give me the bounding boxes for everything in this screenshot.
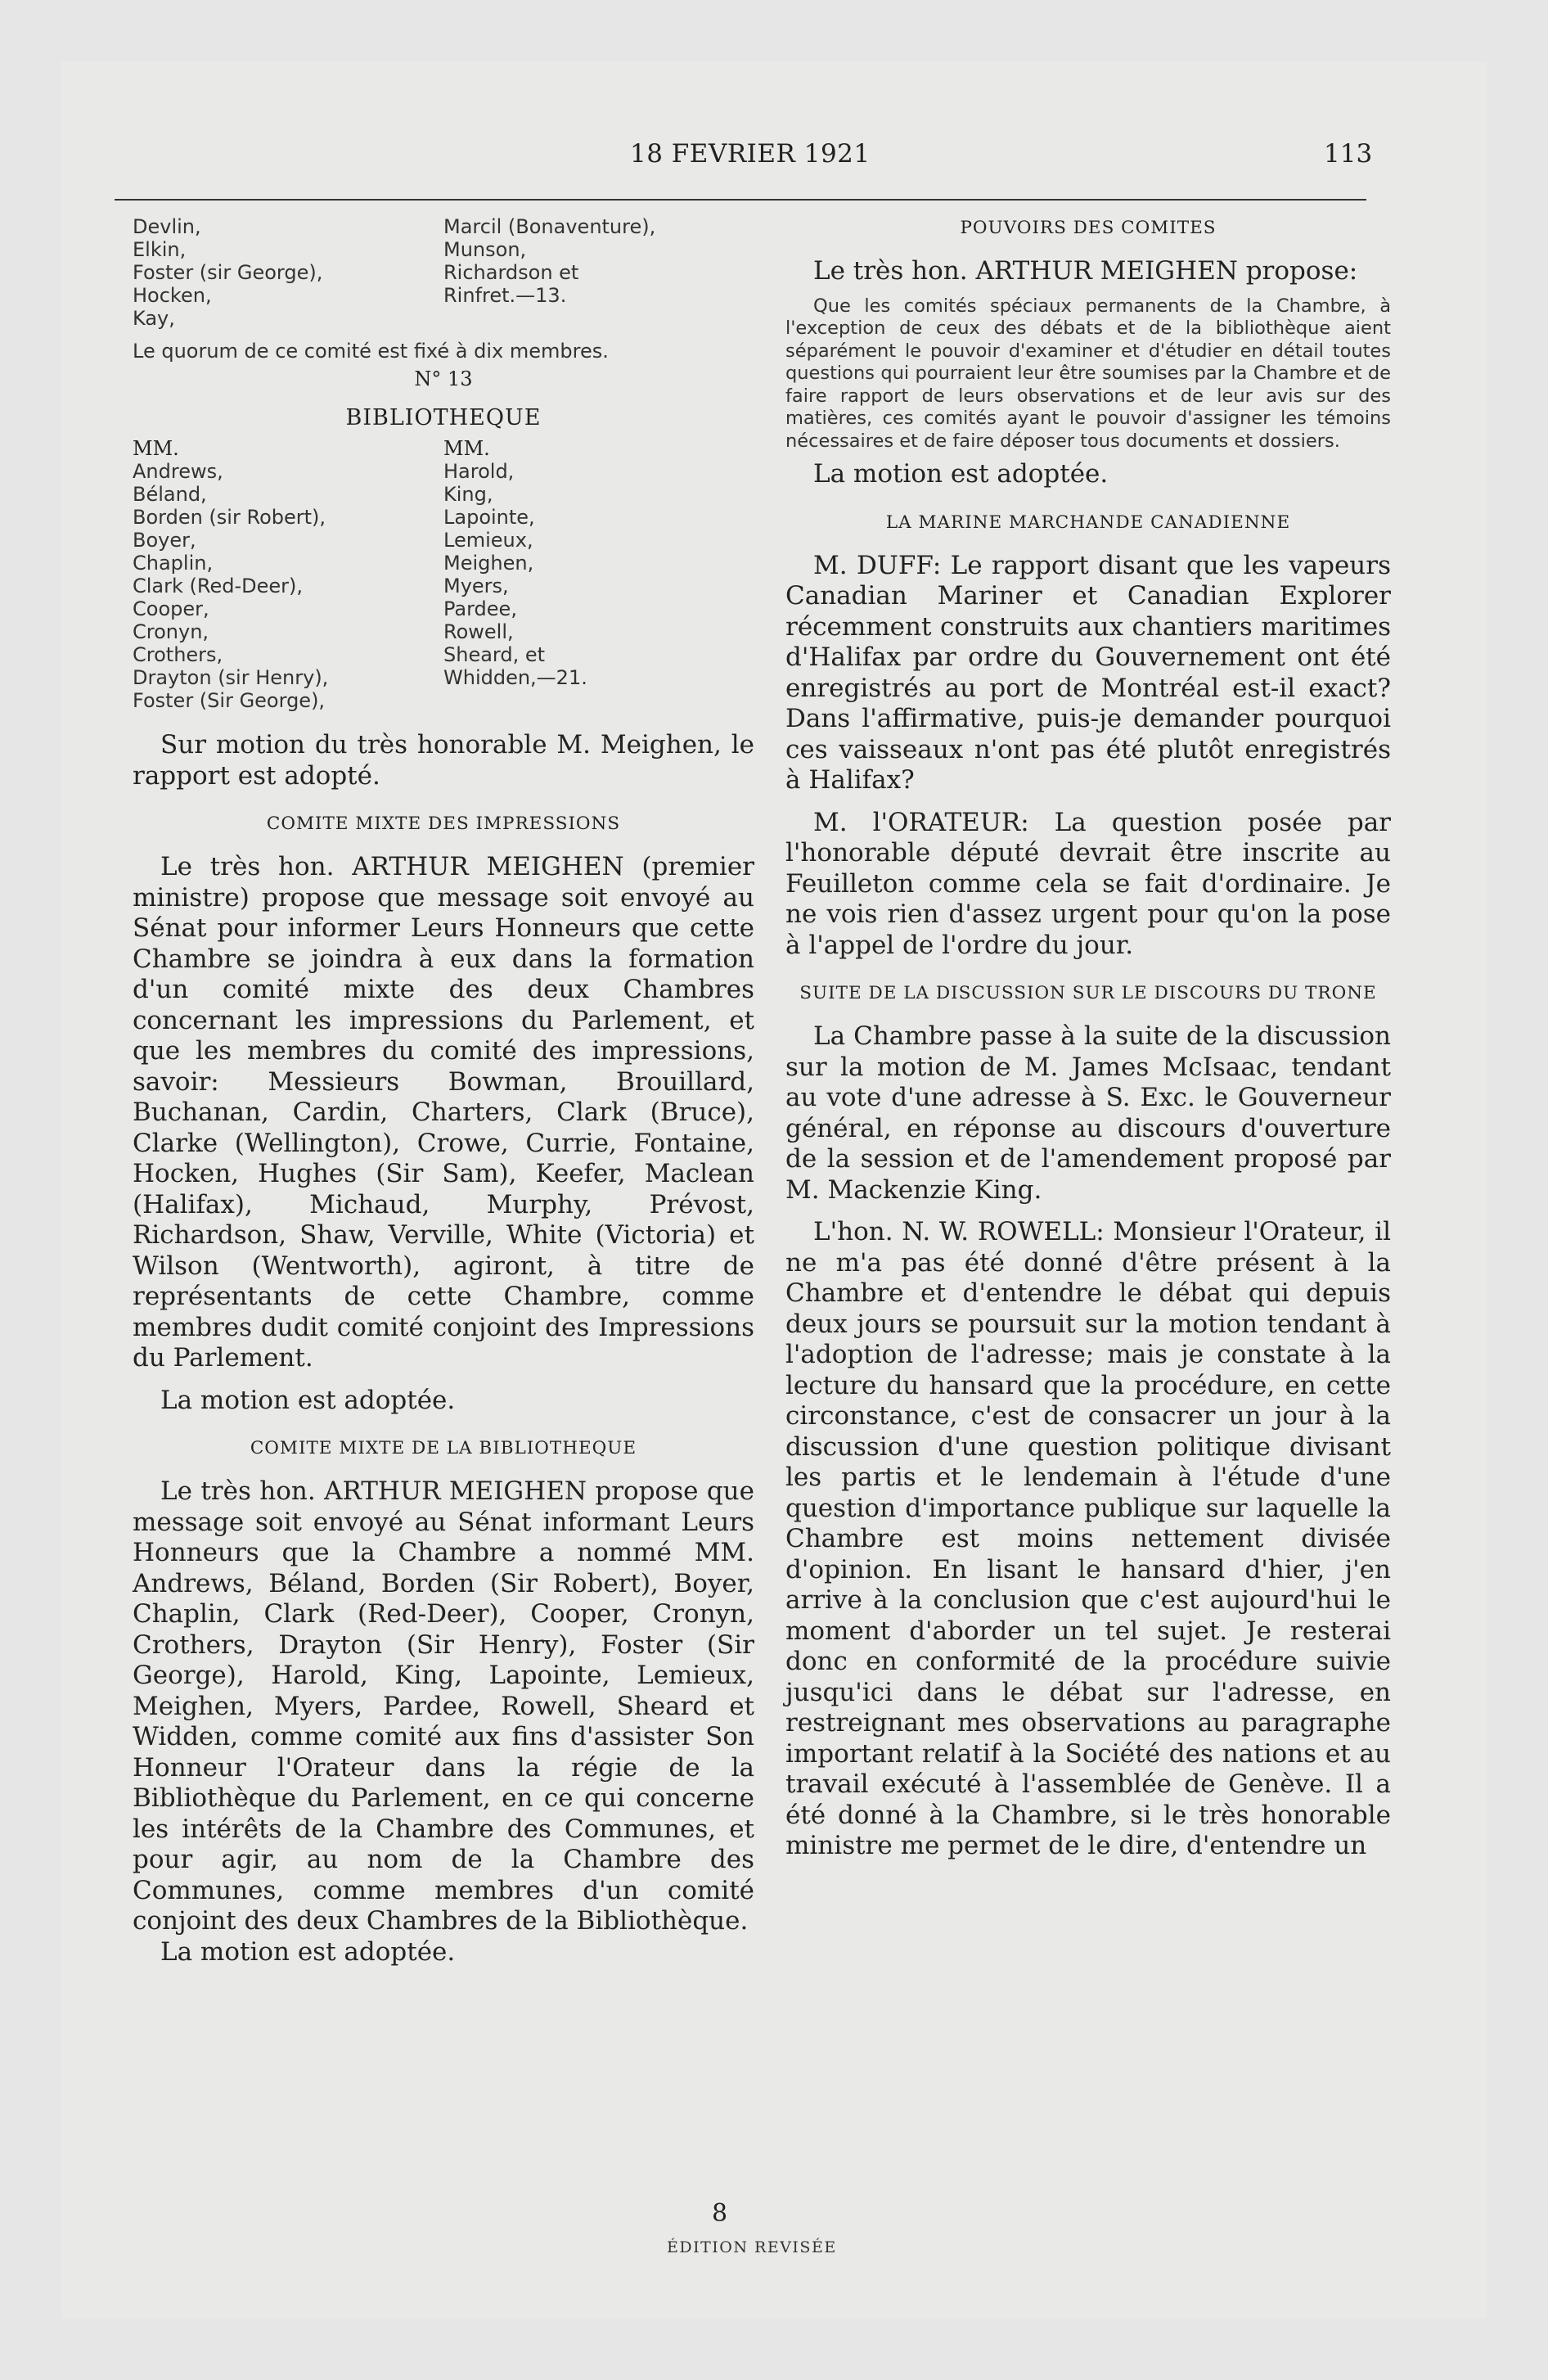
biblio-members-list [133,460,754,712]
heading-biblio: COMITE MIXTE DE LA BIBLIOTHEQUE [250,1438,637,1458]
right-column [785,215,1391,1862]
name-item: Myers, [443,575,509,597]
name-item: Chaplin, [133,552,214,575]
name-item: Béland, [133,483,207,506]
name-item: Lapointe, [443,506,535,529]
heading-discours: SUITE DE LA DISCUSSION SUR LE DISCOURS DU TRONE [799,983,1377,1003]
mm-row [133,437,754,460]
name-item: Elkin, [133,238,187,261]
name-item: Hocken, [133,284,212,307]
adopted-right: La motion est adoptée. [813,459,1109,489]
footer-edition: ÉDITION REVISÉE [667,2238,837,2256]
name-item: Borden (sir Robert), [133,506,326,529]
members-col2 [443,460,754,712]
heading-pouvoirs: POUVOIRS DES COMITES [960,218,1217,238]
mm-right: MM. [443,437,490,460]
committee-number: N° 13 [414,367,473,390]
left-column [133,215,754,1968]
name-item: Devlin, [133,215,201,238]
name-item: Boyer, [133,529,196,552]
name-item: Kay, [133,307,175,330]
members-col1 [133,460,443,712]
committee-title: BIBLIOTHEQUE [345,405,542,430]
name-item: Lemieux, [443,529,533,552]
name-item: King, [443,483,493,506]
heading-marine: LA MARINE MARCHANDE CANADIENNE [885,512,1291,533]
names-col1 [133,215,443,330]
quote: Que les comités spéciaux permanents de la Chambre, à l'exception de ceux des débats et de la bibliothèque aient séparément le pouvoir d'examiner et d'étudier en détail toutes questions qui pourraient leur être soumises par la Chambre et de faire rapport de leurs observations et de leur avis sur des matières, ces comités ayant le pouvoir d'assigner les témoins nécessaires et de faire déposer tous documents et dossiers. [785,295,1391,452]
name-item: Foster (sir George), [133,261,323,284]
footer-page-number: 8 [712,2199,728,2228]
header-rule [115,199,1366,201]
name-item: Whidden,—21. [443,666,587,689]
para-duff: M. DUFF: Le rapport disant que les vapeurs Canadian Mariner et Canadian Explorer récemment construits aux chantiers maritimes d'Halifax par ordre du Gouvernement ont été enregistrés au port de Montréal est-il exact? Dans l'affirmative, puis-je demander pourquoi ces vaisseaux n'ont pas été plutôt enregistrés à Halifax? [785,550,1391,795]
name-item: Cooper, [133,597,209,620]
name-item: Meighen, [443,552,534,575]
committee-members-list [133,215,754,330]
name-item: Pardee, [443,597,517,620]
names-col2 [443,215,754,330]
para-meighen: Le très hon. ARTHUR MEIGHEN propose: [813,256,1358,286]
left-body [133,730,754,1968]
quorum-note: Le quorum de ce comité est fixé à dix membres. [133,340,609,363]
name-item: Munson, [443,238,527,261]
name-item: Sheard, et [443,643,546,666]
name-item: Rinfret.—13. [443,284,567,307]
name-item: Richardson et [443,261,579,284]
motion-report: Sur motion du très honorable M. Meighen, le rapport est adopté. [133,730,754,791]
adopted-1: La motion est adoptée. [160,1385,456,1415]
page [61,61,1487,2319]
right-body [785,217,1391,1862]
header-date: 18 FEVRIER 1921 [630,139,871,169]
name-item: Andrews, [133,460,223,483]
para-biblio: Le très hon. ARTHUR MEIGHEN propose que message soit envoyé au Sénat informant Leurs Honneurs que la Chambre a nommé MM. Andrews, Béland, Borden (Sir Robert), Boyer, Chaplin, Clark (Red-Deer), Cooper, Cronyn, Crothers, Drayton (Sir Henry), Foster (Sir George), Harold, King, Lapointe, Lemieux, Meighen, Myers, Pardee, Rowell, Sheard et Widden, comme comité aux fins d'assister Son Honneur l'Orateur dans la régie de la Bibliothèque du Parlement, en ce qui concerne les intérêts de la Chambre des Communes, et pour agir, au nom de la Chambre des Communes, comme membres d'un comité conjoint des deux Chambres de la Bibliothèque. [133,1476,754,1936]
name-item: Harold, [443,460,515,483]
name-item: Rowell, [443,620,514,643]
para-chambre: La Chambre passe à la suite de la discussion sur la motion de M. James McIsaac, tendant au vote d'une adresse à S. Exc. le Gouverneur général, en réponse au discours d'ouverture de la session et de l'amendement proposé par M. Mackenzie King. [785,1021,1391,1205]
name-item: Clark (Red-Deer), [133,575,304,597]
para-orateur: M. l'ORATEUR: La question posée par l'honorable député devrait être inscrite au Feuilleton comme cela se fait d'ordinaire. Je ne vois rien d'assez urgent pour qu'on la pose à l'appel de l'ordre du jour. [785,807,1391,960]
para-impressions: Le très hon. ARTHUR MEIGHEN (premier ministre) propose que message soit envoyé au Sénat pour informer Leurs Honneurs que cette Chambre se joindra à eux dans la formation d'un comité mixte des deux Chambres concernant les impressions du Parlement, et que les membres du comité des impressions, savoir: Messieurs Bowman, Brouillard, Buchanan, Cardin, Charters, Clark (Bruce), Clarke (Wellington), Crowe, Currie, Fontaine, Hocken, Hughes (Sir Sam), Keefer, Maclean (Halifax), Michaud, Murphy, Prévost, Richardson, Shaw, Verville, White (Victoria) et Wilson (Wentworth), agiront, à titre de représentants de cette Chambre, comme membres dudit comité conjoint des Impressions du Parlement. [133,852,754,1373]
name-item: Foster (Sir George), [133,689,326,712]
adopted-2: La motion est adoptée. [160,1936,456,1967]
page-number: 113 [1324,139,1373,169]
para-rowell: L'hon. N. W. ROWELL: Monsieur l'Orateur, il ne m'a pas été donné d'être présent à la Chambre et d'entendre le débat qui depuis deux jours se poursuit sur la motion tendant à l'adoption de l'adresse; mais je constate à la lecture du hansard que la procédure, en cette circonstance, c'est de consacrer un jour à la discussion d'une question politique divisant les partis et le lendemain à l'étude d'une question d'importance publique sur laquelle la Chambre est moins nettement divisée d'opinion. En lisant le hansard d'hier, j'en arrive à la conclusion que c'est aujourd'hui le moment d'aborder un tel sujet. Je resterai donc en conformité de la procédure suivie jusqu'ici dans le débat sur l'adresse, en restreignant mes observations au paragraphe important relatif à la Société des nations et au travail exécuté à l'assemblée de Genève. Il a été donné à la Chambre, si le très honorable ministre me permet de le dire, d'entendre un [785,1217,1391,1860]
name-item: Drayton (sir Henry), [133,666,329,689]
name-item: Cronyn, [133,620,209,643]
heading-impressions: COMITE MIXTE DES IMPRESSIONS [266,814,621,834]
mm-left: MM. [133,437,179,460]
name-item: Crothers, [133,643,223,666]
name-item: Marcil (Bonaventure), [443,215,656,238]
